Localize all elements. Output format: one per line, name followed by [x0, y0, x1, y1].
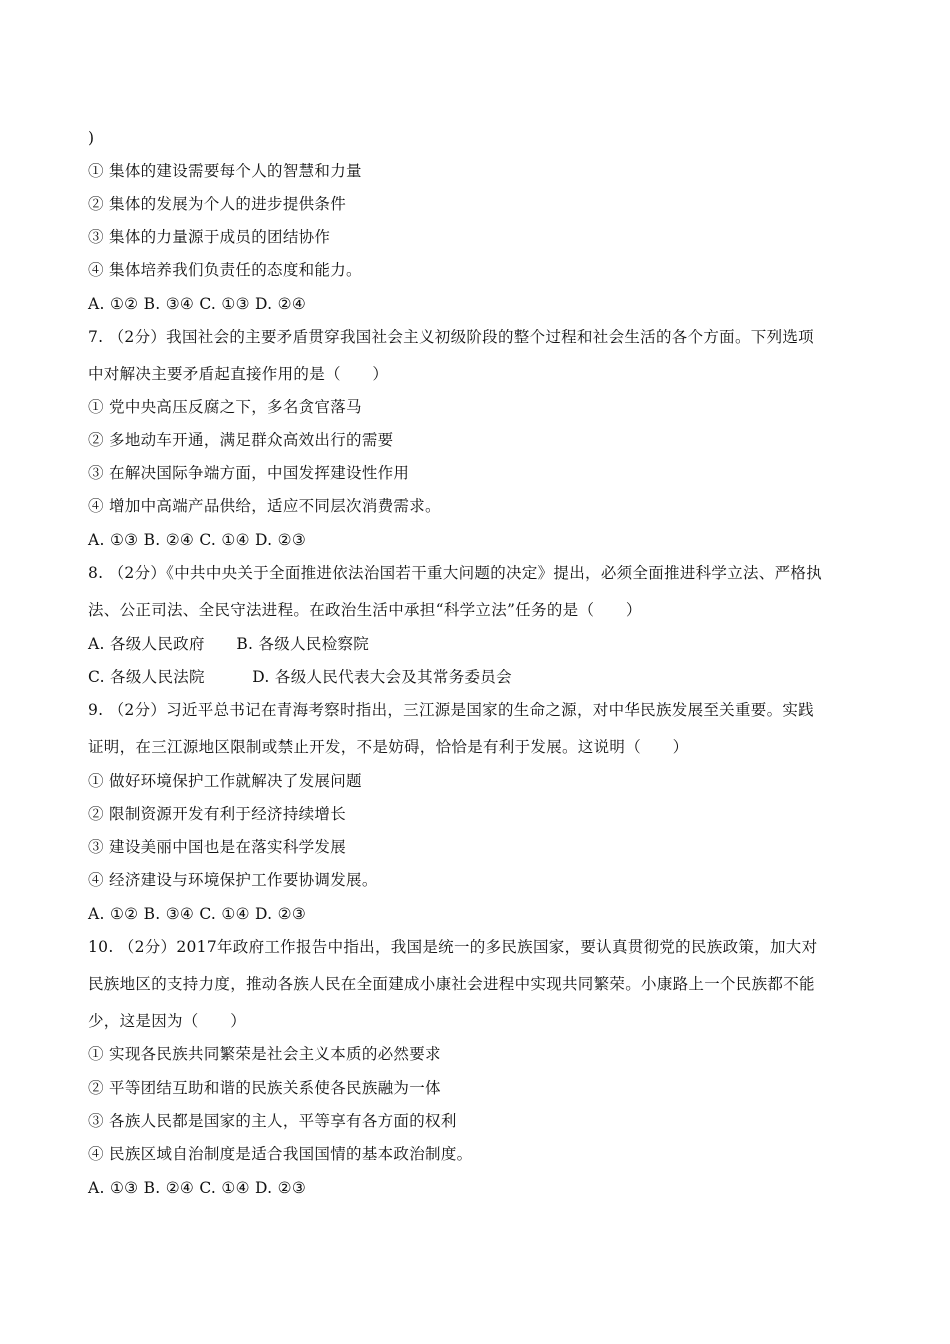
- q10-statement-3: ③ 各族人民都是国家的主人，平等享有各方面的权利: [88, 1112, 457, 1130]
- q9-options: A. ①② B. ③④ C. ①④ D. ②③: [88, 905, 307, 923]
- question-10-stem-line-2: 民族地区的支持力度，推动各族人民在全面建成小康社会进程中实现共同繁荣。小康路上一个民族都不能: [88, 975, 815, 993]
- q9-statement-4: ④ 经济建设与环境保护工作要协调发展。: [88, 871, 378, 889]
- q6-options: A. ①② B. ③④ C. ①③ D. ②④: [88, 295, 307, 313]
- q6-statement-2: ② 集体的发展为个人的进步提供条件: [88, 195, 347, 213]
- q10-options: A. ①③ B. ②④ C. ①④ D. ②③: [88, 1179, 307, 1197]
- q7-options: A. ①③ B. ②④ C. ①④ D. ②③: [88, 531, 307, 549]
- q10-statement-4: ④ 民族区域自治制度是适合我国国情的基本政治制度。: [88, 1145, 473, 1163]
- question-10-stem-line-1: 10. （2分）2017年政府工作报告中指出，我国是统一的多民族国家，要认真贯彻党的民族政策，加大对: [88, 938, 818, 956]
- q6-statement-1: ① 集体的建设需要每个人的智慧和力量: [88, 162, 362, 180]
- q9-statement-3: ③ 建设美丽中国也是在落实科学发展: [88, 838, 347, 856]
- q6-statement-3: ③ 集体的力量源于成员的团结协作: [88, 228, 331, 246]
- q10-statement-1: ① 实现各民族共同繁荣是社会主义本质的必然要求: [88, 1045, 441, 1063]
- question-8-stem-line-2: 法、公正司法、全民守法进程。在政治生活中承担“科学立法”任务的是（ ）: [88, 601, 642, 619]
- q9-statement-2: ② 限制资源开发有利于经济持续增长: [88, 805, 347, 823]
- q7-statement-1: ① 党中央高压反腐之下，多名贪官落马: [88, 398, 362, 416]
- q8-options-ab: A. 各级人民政府 B. 各级人民检察院: [88, 635, 370, 653]
- question-9-stem-line-1: 9. （2分）习近平总书记在青海考察时指出，三江源是国家的生命之源，对中华民族发展至关重要。实践: [88, 701, 814, 719]
- question-6-stem-end: ): [88, 129, 95, 147]
- q10-statement-2: ② 平等团结互助和谐的民族关系使各民族融为一体: [88, 1079, 441, 1097]
- q8-options-cd: C. 各级人民法院 D. 各级人民代表大会及其常务委员会: [88, 668, 512, 686]
- question-7-stem-line-2: 中对解决主要矛盾起直接作用的是（ ）: [88, 365, 389, 383]
- q7-statement-4: ④ 增加中高端产品供给，适应不同层次消费需求。: [88, 497, 441, 515]
- question-7-stem-line-1: 7. （2分）我国社会的主要矛盾贯穿我国社会主义初级阶段的整个过程和社会生活的各个方面。下列选项: [88, 328, 814, 346]
- question-8-stem-line-1: 8. （2分）《中共中央关于全面推进依法治国若干重大问题的决定》提出，必须全面推进科学立法、严格执: [88, 564, 823, 582]
- q6-statement-4: ④ 集体培养我们负责任的态度和能力。: [88, 261, 362, 279]
- question-9-stem-line-2: 证明，在三江源地区限制或禁止开发，不是妨碍，恰恰是有利于发展。这说明（ ）: [88, 738, 689, 756]
- q7-statement-3: ③ 在解决国际争端方面，中国发挥建设性作用: [88, 464, 410, 482]
- q9-statement-1: ① 做好环境保护工作就解决了发展问题: [88, 772, 362, 790]
- question-10-stem-line-3: 少，这是因为（ ）: [88, 1012, 247, 1030]
- q7-statement-2: ② 多地动车开通，满足群众高效出行的需要: [88, 431, 394, 449]
